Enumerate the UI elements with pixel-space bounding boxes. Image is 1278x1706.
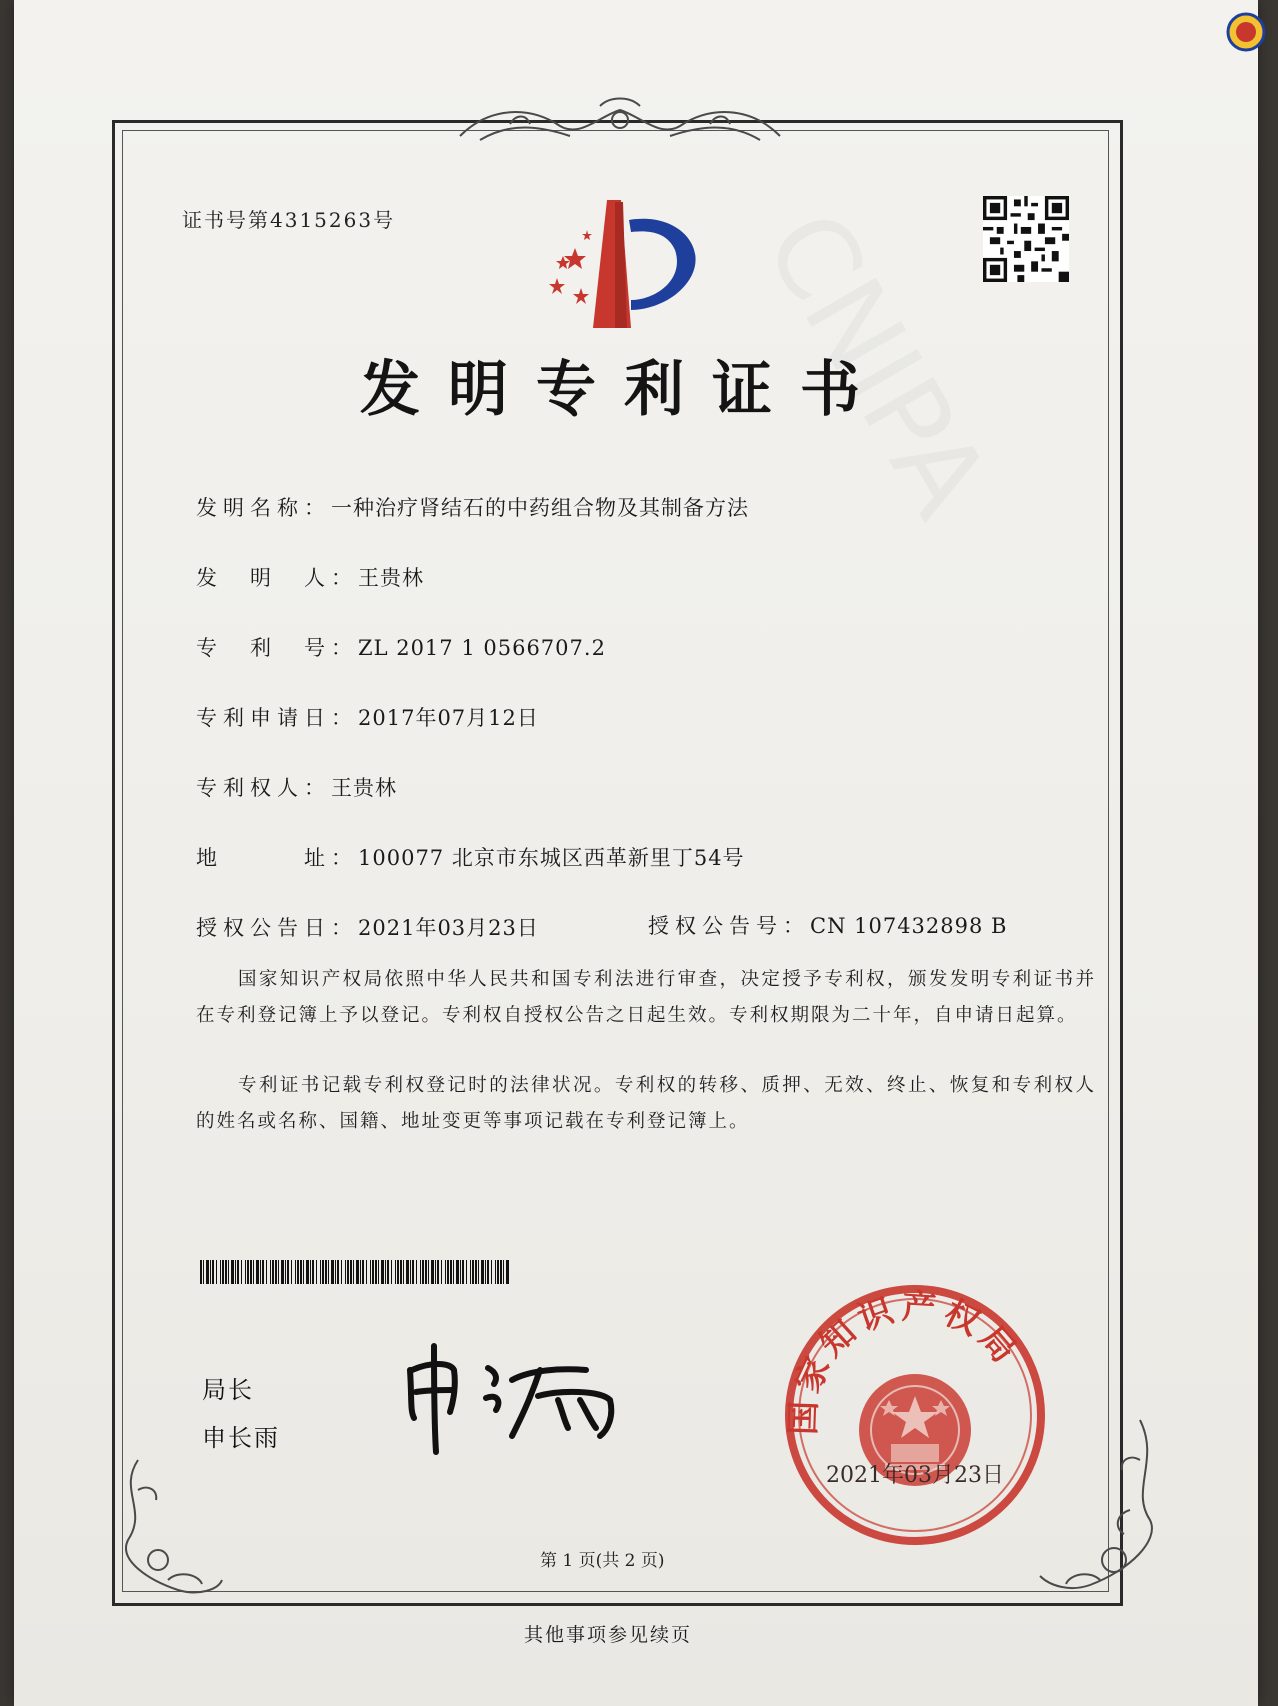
barcode-bar <box>328 1260 329 1284</box>
barcode-bar <box>478 1260 479 1284</box>
barcode-bar <box>431 1260 434 1284</box>
barcode-bar <box>441 1260 442 1284</box>
barcode-bar <box>466 1260 467 1284</box>
barcode-bar <box>235 1260 236 1284</box>
footer-note: 其他事项参见续页 <box>524 1624 693 1646</box>
statement-paragraph-2: 专利证书记载专利权登记时的法律状况。专利权的转移、质押、无效、终止、恢复和专利权人的姓名或名称、国籍、地址变更等事项记载在专利登记簿上。 <box>196 1075 1096 1132</box>
barcode-bar <box>312 1260 314 1284</box>
barcode-bar <box>272 1260 274 1284</box>
barcode-bar <box>297 1260 299 1284</box>
barcode-bar <box>212 1260 214 1284</box>
barcode-bar <box>456 1260 459 1284</box>
barcode-bar <box>250 1260 252 1284</box>
barcode-bar <box>253 1260 254 1284</box>
barcode-bar <box>222 1260 224 1284</box>
barcode-bar <box>231 1260 234 1284</box>
barcode-bar <box>450 1260 452 1284</box>
barcode-bar <box>241 1260 242 1284</box>
barcode-bar <box>362 1260 364 1284</box>
barcode-bar <box>366 1260 367 1284</box>
official-seal <box>780 1280 1050 1550</box>
barcode-bar <box>266 1260 267 1284</box>
barcode-bar <box>487 1260 489 1284</box>
barcode-bar <box>360 1260 361 1284</box>
barcode-bar <box>506 1260 509 1284</box>
barcode-bar <box>331 1260 334 1284</box>
barcode-bar <box>381 1260 384 1284</box>
barcode-bar <box>278 1260 279 1284</box>
barcode-bar <box>503 1260 504 1284</box>
barcode-bar <box>460 1260 461 1284</box>
barcode-bar <box>287 1260 289 1284</box>
barcode-bar <box>395 1260 396 1284</box>
barcode-bar <box>275 1260 277 1284</box>
barcode-bar <box>435 1260 436 1284</box>
barcode-bar <box>385 1260 386 1284</box>
field-inventor <box>196 562 424 592</box>
barcode-bar <box>422 1260 424 1284</box>
barcode-bar <box>262 1260 264 1284</box>
barcode-bar <box>375 1260 377 1284</box>
barcode-bar <box>320 1260 321 1284</box>
barcode-bar <box>350 1260 352 1284</box>
barcode-bar <box>391 1260 392 1284</box>
field-label: 授权公告日： <box>196 916 358 940</box>
seal-date: 2021年03月23日 <box>826 1463 1004 1488</box>
barcode-bar <box>237 1260 239 1284</box>
barcode-bar <box>447 1260 449 1284</box>
certificate-number: 证书号第4315263号 <box>182 208 396 232</box>
barcode-bar <box>203 1260 204 1284</box>
barcode-bar <box>428 1260 429 1284</box>
field-label: 授权公告号： <box>648 914 810 938</box>
barcode-bar <box>500 1260 502 1284</box>
top-ornament <box>450 96 790 148</box>
field-label: 专利权人： <box>196 776 331 800</box>
barcode-bar <box>206 1260 209 1284</box>
barcode-bar <box>310 1260 311 1284</box>
field-grant-publication-number <box>648 910 1007 940</box>
barcode-bar <box>372 1260 374 1284</box>
barcode-bar <box>445 1260 446 1284</box>
barcode-bar <box>406 1260 409 1284</box>
barcode-bar <box>210 1260 211 1284</box>
barcode-bar <box>453 1260 454 1284</box>
director-title: 局长 <box>202 1376 254 1404</box>
page-number: 第 1 页(共 2 页) <box>540 1551 665 1571</box>
field-value: CN 107432898 B <box>810 914 1008 938</box>
barcode-bar <box>345 1260 346 1284</box>
barcode-bar <box>495 1260 496 1284</box>
barcode-bar <box>247 1260 249 1284</box>
barcode-bar <box>356 1260 359 1284</box>
barcode-bar <box>410 1260 411 1284</box>
field-value: 王贵林 <box>331 776 397 800</box>
barcode-bar <box>400 1260 402 1284</box>
barcode-bar <box>416 1260 417 1284</box>
barcode-bar <box>437 1260 439 1284</box>
barcode-bar <box>412 1260 414 1284</box>
barcode-bar <box>281 1260 284 1284</box>
barcode-bar <box>420 1260 421 1284</box>
barcode-bar <box>200 1260 202 1284</box>
barcode-bar <box>497 1260 499 1284</box>
field-value: 2021年03月23日 <box>358 916 539 940</box>
field-grant-date <box>196 912 539 942</box>
barcode-bar <box>475 1260 477 1284</box>
barcode-bar <box>472 1260 474 1284</box>
barcode-bar <box>322 1260 324 1284</box>
director-name: 申长雨 <box>202 1424 280 1452</box>
barcode-bar <box>225 1260 227 1284</box>
field-patent-number <box>196 632 606 662</box>
barcode-bar <box>260 1260 261 1284</box>
field-label: 专利申请日： <box>196 706 358 730</box>
barcode-bar <box>285 1260 286 1284</box>
barcode-bar <box>462 1260 464 1284</box>
field-value: 一种治疗肾结石的中药组合物及其制备方法 <box>331 496 749 520</box>
barcode-bar <box>491 1260 492 1284</box>
barcode-bar <box>220 1260 221 1284</box>
field-label: 发 明 人： <box>196 566 358 590</box>
barcode-bar <box>403 1260 404 1284</box>
barcode-bar <box>397 1260 399 1284</box>
barcode-bar <box>245 1260 246 1284</box>
barcode-bar <box>291 1260 292 1284</box>
field-label: 地 址： <box>196 846 358 870</box>
barcode-bar <box>270 1260 271 1284</box>
certificate-title: 发明专利证书 <box>360 355 888 425</box>
barcode-bar <box>425 1260 427 1284</box>
barcode-bar <box>325 1260 327 1284</box>
barcode-bar <box>316 1260 317 1284</box>
barcode-bar <box>303 1260 304 1284</box>
barcode-bar <box>387 1260 389 1284</box>
barcode-bar <box>341 1260 342 1284</box>
field-value: 王贵林 <box>358 566 424 590</box>
barcode-bar <box>347 1260 349 1284</box>
barcode-bar <box>481 1260 484 1284</box>
barcode-bar <box>353 1260 354 1284</box>
barcode-bar <box>295 1260 296 1284</box>
field-label: 发明名称： <box>196 496 331 520</box>
field-label: 专 利 号： <box>196 636 358 660</box>
bottom-left-ornament <box>118 1450 228 1600</box>
field-invention-name <box>196 492 749 522</box>
barcode-bar <box>485 1260 486 1284</box>
field-value: ZL 2017 1 0566707.2 <box>358 636 606 660</box>
barcode-bar <box>335 1260 336 1284</box>
field-address <box>196 842 745 872</box>
qr-code <box>983 196 1069 282</box>
barcode-bar <box>470 1260 471 1284</box>
field-patentee <box>196 772 397 802</box>
field-application-date <box>196 702 539 732</box>
cnipa-logo-icon <box>535 200 705 330</box>
barcode-bar <box>256 1260 259 1284</box>
barcode-bar <box>337 1260 339 1284</box>
barcode-bar <box>300 1260 302 1284</box>
barcode <box>200 1260 512 1284</box>
barcode-bar <box>216 1260 217 1284</box>
statement-paragraph-1: 国家知识产权局依照中华人民共和国专利法进行审查，决定授予专利权，颁发发明专利证书并在专利登记簿上予以登记。专利权自授权公告之日起生效。专利权期限为二十年，自申请日起算。 <box>196 969 1096 1026</box>
barcode-bar <box>306 1260 309 1284</box>
field-value: 100077 北京市东城区西革新里丁54号 <box>358 846 745 870</box>
barcode-bar <box>378 1260 379 1284</box>
corner-badge-icon <box>1226 12 1266 52</box>
director-signature <box>400 1340 660 1460</box>
field-value: 2017年07月12日 <box>358 706 539 730</box>
seal-text: 国家知识产权局 <box>783 1286 1028 1436</box>
barcode-bar <box>370 1260 371 1284</box>
barcode-bar <box>228 1260 229 1284</box>
